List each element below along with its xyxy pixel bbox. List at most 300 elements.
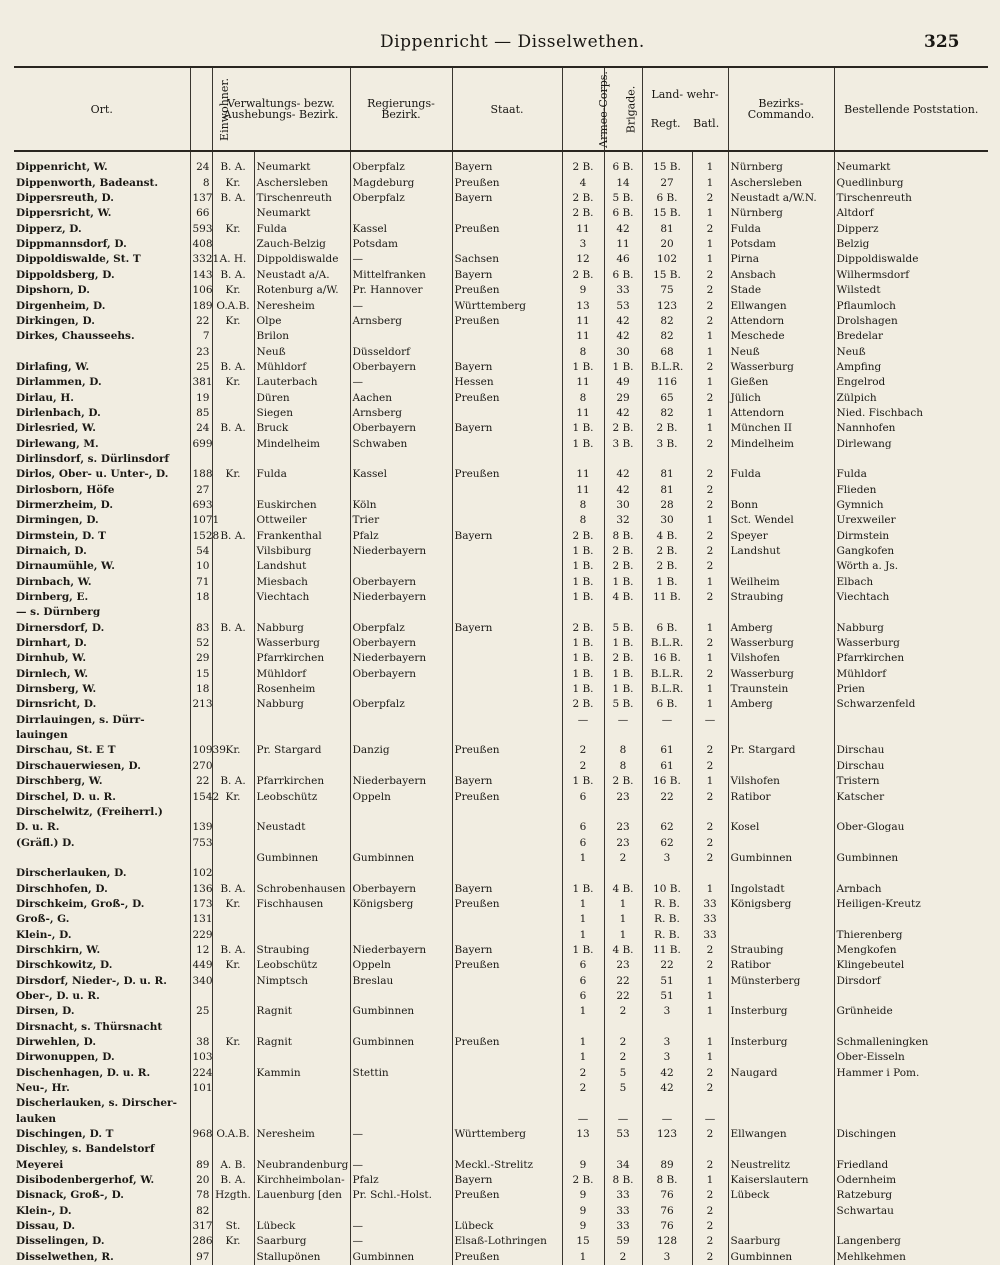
cell-regierungs-bezirk: Oberpfalz — [350, 620, 452, 635]
cell-verwaltung-bezirk: Rosenheim — [254, 682, 350, 697]
cell-brigade: 4 B. — [604, 881, 642, 896]
cell-poststation: Urexweiler — [834, 513, 988, 528]
table-body — [14, 151, 988, 1265]
cell-regierungs-bezirk — [350, 206, 452, 221]
cell-einwohner: 213 — [190, 697, 212, 712]
cell-regierungs-bezirk — [350, 682, 452, 697]
cell-poststation — [834, 804, 988, 819]
cell-landwehr-regt: 42 — [642, 1065, 692, 1080]
cell-einwohner: 270 — [190, 758, 212, 773]
cell-staat — [452, 850, 562, 865]
cell-armee-corps: 11 — [562, 329, 604, 344]
cell-bezirks-commando: Pirna — [728, 252, 834, 267]
cell-landwehr-regt: 15 B. — [642, 151, 692, 175]
cell-brigade — [604, 452, 642, 467]
cell-landwehr-regt: 2 B. — [642, 559, 692, 574]
table-row — [14, 313, 988, 328]
cell-armee-corps: 6 — [562, 820, 604, 835]
cell-staat: Bayern — [452, 774, 562, 789]
cell-verwaltung-typ: A. H. — [212, 252, 254, 267]
table-row — [14, 1142, 988, 1157]
cell-verwaltung-bezirk: Siegen — [254, 406, 350, 421]
cell-landwehr-batl — [692, 1019, 728, 1034]
cell-brigade: 8 B. — [604, 1173, 642, 1188]
cell-bezirks-commando: Wasserburg — [728, 359, 834, 374]
cell-staat: Hessen — [452, 375, 562, 390]
cell-poststation — [834, 452, 988, 467]
cell-regierungs-bezirk: Pr. Schl.-Holst. — [350, 1188, 452, 1203]
cell-verwaltung-bezirk — [254, 452, 350, 467]
cell-bezirks-commando: Saarburg — [728, 1234, 834, 1249]
cell-bezirks-commando: Traunstein — [728, 682, 834, 697]
cell-regierungs-bezirk: Kassel — [350, 467, 452, 482]
cell-bezirks-commando — [728, 1081, 834, 1096]
cell-verwaltung-typ: B. A. — [212, 151, 254, 175]
cell-staat: Bayern — [452, 191, 562, 206]
cell-landwehr-batl: 2 — [692, 498, 728, 513]
cell-einwohner: 968 — [190, 1127, 212, 1142]
cell-brigade: 1 B. — [604, 682, 642, 697]
cell-poststation: Zülpich — [834, 390, 988, 405]
cell-staat — [452, 237, 562, 252]
table-row — [14, 267, 988, 282]
cell-ort: Dirmerzheim, D. — [16, 498, 114, 511]
cell-verwaltung-typ — [212, 1019, 254, 1034]
col-landwehr — [642, 67, 728, 151]
cell-verwaltung-bezirk — [254, 482, 350, 497]
cell-regierungs-bezirk: Niederbayern — [350, 943, 452, 958]
cell-regierungs-bezirk: Magdeburg — [350, 175, 452, 190]
cell-verwaltung-bezirk: Neustadt — [254, 820, 350, 835]
cell-armee-corps: 1 — [562, 1249, 604, 1264]
cell-brigade: 42 — [604, 313, 642, 328]
cell-landwehr-batl: 2 — [692, 267, 728, 282]
cell-landwehr-regt: 3 B. — [642, 436, 692, 451]
cell-armee-corps: 1 B. — [562, 544, 604, 559]
cell-staat — [452, 1004, 562, 1019]
cell-verwaltung-bezirk: Neumarkt — [254, 151, 350, 175]
cell-verwaltung-bezirk: Ottweiler — [254, 513, 350, 528]
cell-bezirks-commando: Gumbinnen — [728, 1249, 834, 1264]
cell-einwohner: 15 — [190, 666, 212, 681]
cell-verwaltung-typ — [212, 804, 254, 819]
cell-verwaltung-typ — [212, 712, 254, 727]
cell-brigade: 5 — [604, 1081, 642, 1096]
table-row — [14, 728, 988, 743]
cell-verwaltung-bezirk — [254, 1019, 350, 1034]
cell-verwaltung-bezirk: Leobschütz — [254, 789, 350, 804]
cell-regierungs-bezirk: Oberbayern — [350, 666, 452, 681]
cell-einwohner: 38 — [190, 1035, 212, 1050]
cell-armee-corps: 2 — [562, 758, 604, 773]
cell-einwohner: 54 — [190, 544, 212, 559]
cell-landwehr-batl — [692, 728, 728, 743]
table-row — [14, 804, 988, 819]
cell-poststation: Mühldorf — [834, 666, 988, 681]
cell-poststation: Bredelar — [834, 329, 988, 344]
table-row — [14, 1111, 988, 1126]
cell-regierungs-bezirk: Danzig — [350, 743, 452, 758]
col-bezirkscommando: Bezirks- Commando. — [728, 67, 834, 151]
cell-armee-corps: 9 — [562, 1219, 604, 1234]
cell-bezirks-commando: Aschersleben — [728, 175, 834, 190]
cell-verwaltung-bezirk: Leobschütz — [254, 958, 350, 973]
table-row — [14, 881, 988, 896]
cell-poststation: Dischingen — [834, 1127, 988, 1142]
cell-einwohner: 1071 — [190, 513, 212, 528]
cell-ort: Dirschkirn, W. — [16, 943, 101, 956]
cell-verwaltung-typ: B. A. — [212, 359, 254, 374]
cell-bezirks-commando: Fulda — [728, 467, 834, 482]
cell-armee-corps: 2 B. — [562, 620, 604, 635]
cell-armee-corps: 2 — [562, 1081, 604, 1096]
cell-verwaltung-typ — [212, 498, 254, 513]
cell-verwaltung-bezirk: Wasserburg — [254, 636, 350, 651]
cell-poststation — [834, 1142, 988, 1157]
cell-bezirks-commando — [728, 1050, 834, 1065]
cell-bezirks-commando — [728, 452, 834, 467]
cell-verwaltung-typ: Kr. — [212, 283, 254, 298]
cell-poststation: Engelrod — [834, 375, 988, 390]
table-row — [14, 605, 988, 620]
table-row — [14, 421, 988, 436]
cell-regierungs-bezirk — [350, 605, 452, 620]
cell-verwaltung-bezirk: Neustadt a/A. — [254, 267, 350, 282]
cell-landwehr-batl: 1 — [692, 344, 728, 359]
cell-armee-corps — [562, 866, 604, 881]
table-row — [14, 1188, 988, 1203]
cell-verwaltung-bezirk: Düren — [254, 390, 350, 405]
cell-armee-corps: 1 B. — [562, 421, 604, 436]
cell-poststation: Dirlewang — [834, 436, 988, 451]
cell-staat: Sachsen — [452, 252, 562, 267]
cell-landwehr-regt: 22 — [642, 789, 692, 804]
table-row — [14, 375, 988, 390]
cell-bezirks-commando: Pr. Stargard — [728, 743, 834, 758]
cell-regierungs-bezirk: Niederbayern — [350, 544, 452, 559]
cell-staat — [452, 820, 562, 835]
table-row — [14, 1096, 988, 1111]
cell-einwohner: 18 — [190, 682, 212, 697]
cell-armee-corps: 1 — [562, 1035, 604, 1050]
cell-einwohner: 1542 — [190, 789, 212, 804]
cell-ort: Dirnhart, D. — [16, 637, 87, 650]
cell-regierungs-bezirk: Gumbinnen — [350, 1249, 452, 1264]
cell-ort: Klein-, D. — [16, 1204, 72, 1217]
cell-verwaltung-bezirk — [254, 1096, 350, 1111]
cell-einwohner: 408 — [190, 237, 212, 252]
cell-armee-corps: 1 — [562, 850, 604, 865]
cell-bezirks-commando: Weilheim — [728, 574, 834, 589]
cell-armee-corps: 2 B. — [562, 206, 604, 221]
cell-einwohner — [190, 1096, 212, 1111]
cell-landwehr-regt: 89 — [642, 1157, 692, 1172]
col-batl: Batl. — [693, 117, 720, 130]
cell-landwehr-regt: R. B. — [642, 897, 692, 912]
cell-poststation: Quedlinburg — [834, 175, 988, 190]
cell-verwaltung-typ: Kr. — [212, 1035, 254, 1050]
cell-landwehr-batl: 1 — [692, 651, 728, 666]
cell-bezirks-commando: Lübeck — [728, 1188, 834, 1203]
cell-landwehr-regt: 128 — [642, 1234, 692, 1249]
table-row — [14, 651, 988, 666]
table-row — [14, 283, 988, 298]
col-poststation: Bestellende Poststation. — [834, 67, 988, 151]
cell-landwehr-regt: 76 — [642, 1219, 692, 1234]
gazetteer-table — [14, 66, 988, 1265]
cell-brigade: 53 — [604, 1127, 642, 1142]
cell-brigade: 22 — [604, 973, 642, 988]
cell-landwehr-batl: 2 — [692, 1127, 728, 1142]
cell-landwehr-batl: 2 — [692, 1081, 728, 1096]
cell-landwehr-regt: — — [642, 1111, 692, 1126]
cell-armee-corps: 2 B. — [562, 1173, 604, 1188]
cell-ort: (Gräfl.) D. — [16, 836, 75, 849]
table-row — [14, 237, 988, 252]
cell-staat: Preußen — [452, 390, 562, 405]
cell-bezirks-commando: Straubing — [728, 943, 834, 958]
cell-landwehr-batl — [692, 1096, 728, 1111]
cell-verwaltung-bezirk: Ragnit — [254, 1004, 350, 1019]
cell-poststation: Dirschau — [834, 743, 988, 758]
cell-bezirks-commando: Gumbinnen — [728, 850, 834, 865]
cell-staat — [452, 866, 562, 881]
cell-landwehr-regt: 3 — [642, 1035, 692, 1050]
cell-armee-corps: 9 — [562, 283, 604, 298]
cell-regierungs-bezirk: Oberbayern — [350, 636, 452, 651]
cell-poststation — [834, 605, 988, 620]
cell-poststation: Pfarrkirchen — [834, 651, 988, 666]
cell-bezirks-commando — [728, 912, 834, 927]
cell-brigade: 4 B. — [604, 590, 642, 605]
cell-armee-corps: 3 — [562, 237, 604, 252]
cell-ort: Klein-, D. — [16, 928, 72, 941]
cell-landwehr-regt: 82 — [642, 313, 692, 328]
cell-landwehr-batl: 33 — [692, 927, 728, 942]
cell-landwehr-regt: 15 B. — [642, 267, 692, 282]
cell-landwehr-regt: 82 — [642, 406, 692, 421]
cell-armee-corps: 11 — [562, 467, 604, 482]
cell-staat: Bayern — [452, 1173, 562, 1188]
table-row — [14, 1019, 988, 1034]
table-row — [14, 406, 988, 421]
cell-ort: Dissau, D. — [16, 1220, 76, 1233]
cell-ort: Dirschhofen, D. — [16, 882, 108, 895]
cell-staat: Preußen — [452, 283, 562, 298]
cell-staat — [452, 1019, 562, 1034]
cell-einwohner: 753 — [190, 835, 212, 850]
cell-bezirks-commando: Meschede — [728, 329, 834, 344]
cell-armee-corps: 1 B. — [562, 651, 604, 666]
cell-staat — [452, 436, 562, 451]
cell-einwohner: 3321 — [190, 252, 212, 267]
cell-brigade: 23 — [604, 820, 642, 835]
cell-armee-corps: 11 — [562, 482, 604, 497]
cell-bezirks-commando — [728, 1203, 834, 1218]
cell-staat — [452, 605, 562, 620]
cell-verwaltung-typ — [212, 835, 254, 850]
cell-armee-corps: 2 B. — [562, 528, 604, 543]
table-row — [14, 743, 988, 758]
cell-landwehr-batl: 2 — [692, 1203, 728, 1218]
cell-verwaltung-typ: B. A. — [212, 620, 254, 635]
cell-armee-corps — [562, 728, 604, 743]
cell-ort: Dirschelwitz, (Freiherrl.) — [16, 805, 163, 818]
cell-verwaltung-typ — [212, 866, 254, 881]
cell-staat — [452, 406, 562, 421]
cell-landwehr-batl: 1 — [692, 697, 728, 712]
cell-ort: Disnack, Groß-, D. — [16, 1189, 124, 1202]
cell-ort: Dirlenbach, D. — [16, 406, 101, 419]
cell-verwaltung-bezirk — [254, 728, 350, 743]
table-row — [14, 1050, 988, 1065]
cell-verwaltung-bezirk — [254, 1050, 350, 1065]
cell-armee-corps: 9 — [562, 1188, 604, 1203]
cell-landwehr-batl: 1 — [692, 574, 728, 589]
cell-bezirks-commando: Nürnberg — [728, 151, 834, 175]
cell-staat — [452, 498, 562, 513]
cell-regierungs-bezirk: Oberbayern — [350, 881, 452, 896]
cell-ort: Dipperz, D. — [16, 222, 82, 235]
table-row — [14, 682, 988, 697]
cell-regierungs-bezirk — [350, 1111, 452, 1126]
table-row — [14, 574, 988, 589]
cell-bezirks-commando: Fulda — [728, 221, 834, 236]
cell-verwaltung-typ: Kr. — [212, 743, 254, 758]
cell-brigade: 2 B. — [604, 421, 642, 436]
cell-brigade: 1 — [604, 912, 642, 927]
cell-einwohner: 101 — [190, 1081, 212, 1096]
cell-verwaltung-bezirk: Nabburg — [254, 697, 350, 712]
cell-bezirks-commando — [728, 1111, 834, 1126]
cell-regierungs-bezirk — [350, 728, 452, 743]
cell-regierungs-bezirk — [350, 1096, 452, 1111]
cell-poststation: Dirmstein — [834, 528, 988, 543]
cell-brigade: 8 B. — [604, 528, 642, 543]
cell-einwohner: 224 — [190, 1065, 212, 1080]
cell-bezirks-commando: Sct. Wendel — [728, 513, 834, 528]
cell-staat — [452, 835, 562, 850]
cell-ort: — s. Dürnberg — [16, 606, 101, 619]
table-row — [14, 774, 988, 789]
cell-brigade: 1 — [604, 897, 642, 912]
cell-landwehr-regt: 11 B. — [642, 590, 692, 605]
cell-poststation: Nied. Fischbach — [834, 406, 988, 421]
cell-poststation — [834, 912, 988, 927]
cell-verwaltung-typ: A. B. — [212, 1157, 254, 1172]
table-row — [14, 436, 988, 451]
cell-verwaltung-bezirk: Brilon — [254, 329, 350, 344]
cell-poststation: Nannhofen — [834, 421, 988, 436]
cell-ort: Dippoldsberg, D. — [16, 268, 115, 281]
cell-einwohner: 593 — [190, 221, 212, 236]
cell-bezirks-commando: Jülich — [728, 390, 834, 405]
cell-landwehr-regt: 22 — [642, 958, 692, 973]
cell-landwehr-batl: 1 — [692, 375, 728, 390]
cell-ort: Dirsdorf, Nieder-, D. u. R. — [16, 974, 167, 987]
cell-ort: Dirschauerwiesen, D. — [16, 759, 141, 772]
cell-poststation: Mengkofen — [834, 943, 988, 958]
table-row — [14, 1234, 988, 1249]
cell-einwohner: 85 — [190, 406, 212, 421]
cell-ort: Dippersreuth, D. — [16, 192, 114, 205]
cell-einwohner: 24 — [190, 151, 212, 175]
cell-bezirks-commando: Ellwangen — [728, 298, 834, 313]
cell-ort: Disselingen, D. — [16, 1235, 105, 1248]
cell-regierungs-bezirk: Oberbayern — [350, 574, 452, 589]
cell-verwaltung-bezirk — [254, 989, 350, 1004]
cell-staat — [452, 1096, 562, 1111]
cell-brigade: 23 — [604, 835, 642, 850]
cell-landwehr-batl: 2 — [692, 636, 728, 651]
cell-ort: Dirschberg, W. — [16, 775, 103, 788]
cell-ort: Dirlos, Ober- u. Unter-, D. — [16, 468, 169, 481]
cell-verwaltung-typ — [212, 1203, 254, 1218]
cell-armee-corps: 1 — [562, 897, 604, 912]
table-row — [14, 1081, 988, 1096]
cell-poststation: Pflaumloch — [834, 298, 988, 313]
table-row — [14, 359, 988, 374]
cell-ort: Dirschkeim, Groß-, D. — [16, 897, 145, 910]
cell-poststation: Hammer i Pom. — [834, 1065, 988, 1080]
table-row — [14, 221, 988, 236]
col-brigade-label: Brigade. — [623, 85, 637, 133]
cell-poststation: Tristern — [834, 774, 988, 789]
cell-landwehr-regt: 123 — [642, 1127, 692, 1142]
cell-bezirks-commando: Neustadt a/W.N. — [728, 191, 834, 206]
cell-einwohner: 139 — [190, 820, 212, 835]
table-row — [14, 989, 988, 1004]
cell-verwaltung-typ — [212, 574, 254, 589]
cell-verwaltung-bezirk — [254, 605, 350, 620]
cell-regierungs-bezirk: Königsberg — [350, 897, 452, 912]
cell-poststation — [834, 1111, 988, 1126]
cell-regierungs-bezirk: Düsseldorf — [350, 344, 452, 359]
table-row — [14, 636, 988, 651]
cell-regierungs-bezirk: Gumbinnen — [350, 1004, 452, 1019]
cell-regierungs-bezirk: Pr. Hannover — [350, 283, 452, 298]
cell-armee-corps: 1 — [562, 927, 604, 942]
cell-landwehr-batl: 1 — [692, 1035, 728, 1050]
cell-regierungs-bezirk — [350, 452, 452, 467]
cell-verwaltung-typ: B. A. — [212, 881, 254, 896]
cell-bezirks-commando: München II — [728, 421, 834, 436]
cell-bezirks-commando: Insterburg — [728, 1035, 834, 1050]
cell-armee-corps: 4 — [562, 175, 604, 190]
cell-landwehr-batl: — — [692, 712, 728, 727]
cell-poststation: Prien — [834, 682, 988, 697]
cell-staat — [452, 344, 562, 359]
cell-einwohner: 71 — [190, 574, 212, 589]
cell-armee-corps: 6 — [562, 789, 604, 804]
cell-landwehr-regt: 28 — [642, 498, 692, 513]
cell-ort: Dirmingen, D. — [16, 514, 99, 527]
cell-ort: Dirlewang, M. — [16, 437, 99, 450]
cell-verwaltung-bezirk — [254, 804, 350, 819]
cell-ort: Dirsen, D. — [16, 1005, 75, 1018]
cell-verwaltung-bezirk: Fischhausen — [254, 897, 350, 912]
cell-ort: Dischenhagen, D. u. R. — [16, 1066, 151, 1079]
cell-poststation: Wasserburg — [834, 636, 988, 651]
cell-landwehr-regt — [642, 1142, 692, 1157]
cell-staat: Preußen — [452, 221, 562, 236]
cell-armee-corps: 2 B. — [562, 191, 604, 206]
cell-landwehr-regt: 51 — [642, 989, 692, 1004]
cell-ort: Dirmstein, D. T — [16, 529, 106, 542]
cell-bezirks-commando: Wasserburg — [728, 666, 834, 681]
cell-verwaltung-typ — [212, 544, 254, 559]
cell-armee-corps: 8 — [562, 344, 604, 359]
